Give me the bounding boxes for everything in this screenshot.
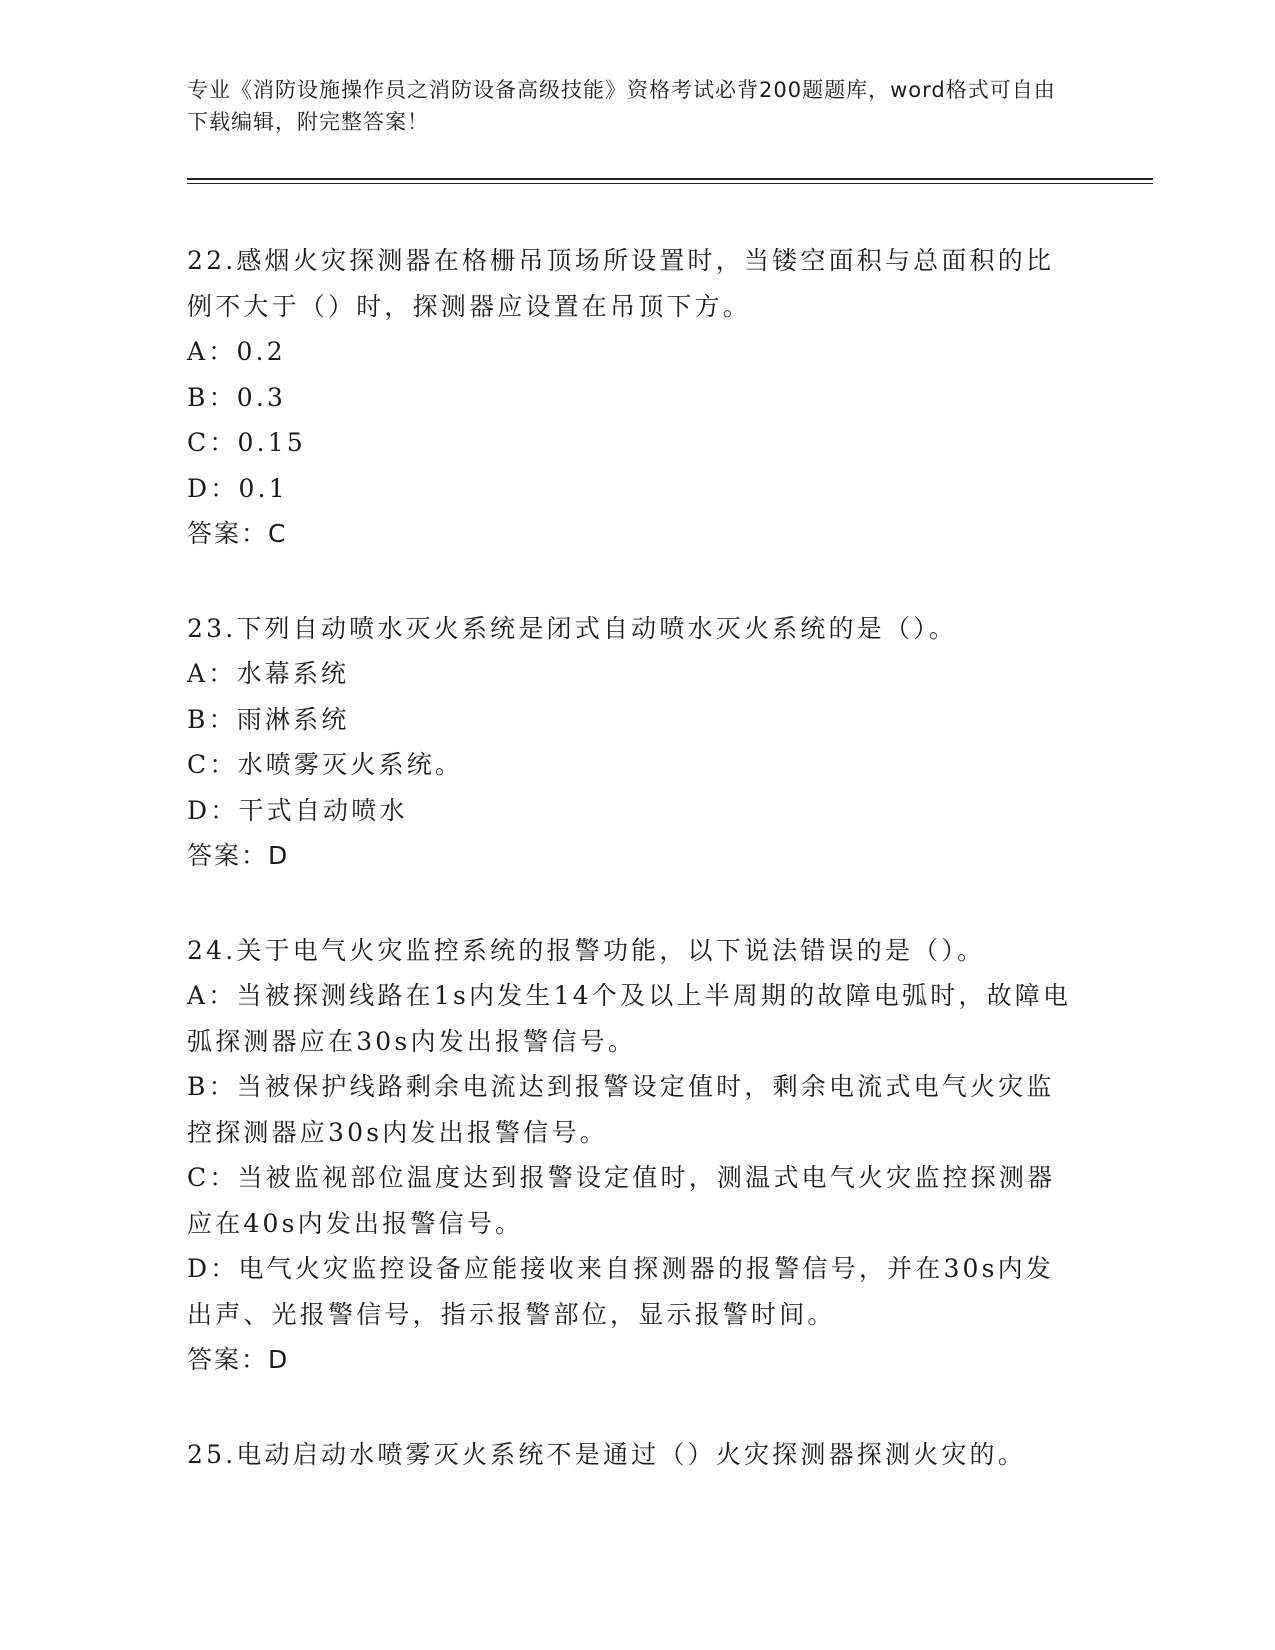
- question-23: [187, 606, 1077, 879]
- question-22: [187, 238, 1077, 557]
- option-b: B：0.3: [187, 382, 287, 412]
- answer-label: 答案：: [187, 841, 269, 870]
- option-d: D：电气火灾监控设备应能接收来自探测器的报警信号，并在30s内发出声、光报警信号，指示报警部位，显示报警时间。: [187, 1254, 1055, 1329]
- answer-label: 答案：: [187, 1345, 269, 1374]
- option-d: D：0.1: [187, 473, 288, 503]
- answer-row: [187, 511, 1077, 557]
- option-b: B：雨淋系统: [187, 704, 350, 734]
- question-stem: 25.电动启动水喷雾灭火系统不是通过（）火灾探测器探测火灾的。: [187, 1439, 1026, 1469]
- answer-value: D: [268, 1345, 290, 1374]
- answer-row: [187, 1337, 1077, 1383]
- option-a: A：当被探测线路在1s内发生14个及以上半周期的故障电弧时，故障电弧探测器应在30s内发出报警信号。: [187, 981, 1072, 1056]
- header-divider-thin: [187, 183, 1153, 184]
- answer-value: C: [268, 519, 288, 548]
- option-b: B：当被保护线路剩余电流达到报警设定值时，剩余电流式电气火灾监控探测器应30s内发出报警信号。: [187, 1072, 1055, 1147]
- option-c: C：当被监视部位温度达到报警设定值时，测温式电气火灾监控探测器应在40s内发出报警信号。: [187, 1163, 1056, 1238]
- question-25: [187, 1432, 1077, 1478]
- option-c: C：0.15: [187, 428, 306, 457]
- question-stem: 22.感烟火灾探测器在格栅吊顶场所设置时，当镂空面积与总面积的比例不大于（）时，探测器应设置在吊顶下方。: [187, 246, 1055, 321]
- option-c: C：水喷雾灭火系统。: [187, 750, 464, 779]
- question-list: [187, 238, 1077, 1526]
- question-stem: 23.下列自动喷水灭火系统是闭式自动喷水灭火系统的是（）。: [187, 613, 958, 643]
- document-header: 专业《消防设施操作员之消防设备高级技能》资格考试必背200题题库，word格式可自由下载编辑，附完整答案！: [187, 78, 1056, 134]
- option-a: A：水幕系统: [187, 659, 350, 688]
- answer-value: D: [268, 841, 290, 870]
- option-a: A：0.2: [187, 337, 286, 366]
- answer-row: [187, 833, 1077, 879]
- header-divider-thick: [187, 178, 1153, 180]
- question-stem: 24.关于电气火灾监控系统的报警功能，以下说法错误的是（）。: [187, 935, 986, 965]
- option-d: D：干式自动喷水: [187, 795, 408, 825]
- question-24: [187, 928, 1077, 1383]
- answer-label: 答案：: [187, 519, 269, 548]
